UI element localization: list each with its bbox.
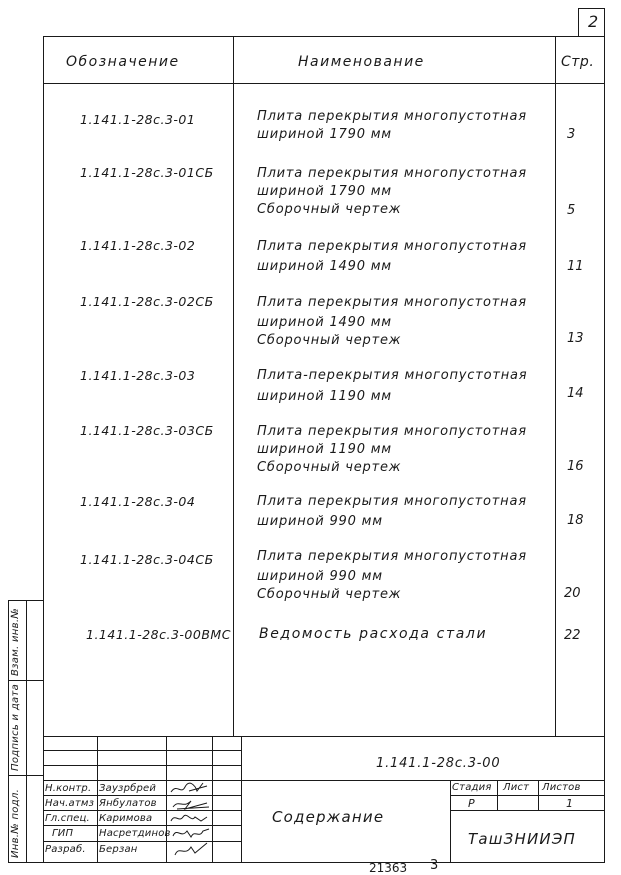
row-name-line: шириной 1490 мм	[257, 315, 392, 330]
side-label-sign-date: Подпись и дата	[10, 683, 21, 771]
sheets-value: 1	[566, 797, 574, 810]
sheet-label: Лист	[503, 782, 530, 793]
header-designation: Обозначение	[66, 54, 180, 70]
row-name-line: шириной 1190 мм	[257, 389, 392, 404]
document-code: 1.141.1-28с.3-00	[376, 756, 501, 771]
side-label-replace-inv: Взам. инв.№	[10, 607, 21, 676]
row-code: 1.141.1-28с.3-00ВМС	[86, 627, 231, 642]
row-name-line: Плита перекрытия многопустотная	[257, 109, 527, 124]
row-code: 1.141.1-28с.3-01СБ	[80, 165, 214, 180]
column-divider-2	[555, 36, 556, 736]
row-name-line: шириной 1790 мм	[257, 184, 392, 199]
frame-bottom	[8, 862, 605, 863]
header-name: Наименование	[298, 54, 425, 70]
role-label: Нач.атмз	[45, 798, 95, 809]
archive-number: 21363	[369, 861, 408, 875]
row-name-line: Плита перекрытия многопустотная	[257, 494, 527, 509]
row-name-line: шириной 1190 мм	[257, 442, 392, 457]
row-page: 5	[567, 203, 576, 218]
sheets-label: Листов	[542, 782, 581, 793]
row-code: 1.141.1-28с.3-04	[80, 494, 196, 509]
row-code: 1.141.1-28с.3-04СБ	[80, 552, 214, 567]
row-name-line: Плита-перекрытия многопустотная	[257, 368, 528, 383]
row-name-line: шириной 990 мм	[257, 514, 383, 529]
row-name-line: шириной 1490 мм	[257, 259, 392, 274]
row-code: 1.141.1-28с.3-02СБ	[80, 294, 214, 309]
column-divider-1	[233, 36, 234, 736]
row-code: 1.141.1-28с.3-03	[80, 368, 196, 383]
role-label: Н.контр.	[45, 783, 92, 794]
stage-value: Р	[468, 797, 475, 810]
row-page: 11	[567, 259, 584, 274]
row-name-line: шириной 990 мм	[257, 569, 383, 584]
person-name: Янбулатов	[99, 798, 157, 809]
role-label: Разраб.	[45, 844, 86, 855]
frame-top	[43, 36, 605, 37]
row-page: 22	[564, 628, 581, 643]
role-label: ГИП	[52, 828, 74, 839]
row-code: 1.141.1-28с.3-01	[80, 112, 196, 127]
row-page: 20	[564, 586, 581, 601]
row-name-line: Плита перекрытия многопустотная	[257, 166, 527, 181]
side-label-inv-orig: Инв.№ подл.	[10, 788, 21, 858]
row-page: 3	[567, 127, 576, 142]
row-name-line: Плита перекрытия многопустотная	[257, 549, 527, 564]
document-title: Содержание	[272, 808, 385, 826]
page-mark: 3	[430, 858, 439, 873]
row-page: 13	[567, 331, 584, 346]
person-name: Насретдинов	[99, 828, 171, 839]
person-name: Заузрбрей	[99, 783, 157, 794]
stage-label: Стадия	[452, 782, 492, 793]
header-page: Стр.	[561, 54, 595, 70]
row-name-line: Ведомость расхода стали	[259, 626, 488, 642]
sheet-number: 2	[588, 12, 599, 31]
row-name-line: Сборочный чертеж	[257, 333, 402, 348]
row-name-line: шириной 1790 мм	[257, 127, 392, 142]
row-page: 16	[567, 459, 584, 474]
role-label: Гл.спец.	[45, 813, 90, 824]
row-page: 14	[567, 386, 584, 401]
person-name: Берзан	[99, 844, 138, 855]
row-name-line: Плита перекрытия многопустотная	[257, 239, 527, 254]
frame-right	[604, 8, 605, 863]
row-page: 18	[567, 513, 584, 528]
person-name: Каримова	[99, 813, 153, 824]
frame-left	[43, 36, 44, 863]
row-name-line: Сборочный чертеж	[257, 202, 402, 217]
row-name-line: Сборочный чертеж	[257, 460, 402, 475]
row-name-line: Плита перекрытия многопустотная	[257, 295, 527, 310]
row-name-line: Плита перекрытия многопустотная	[257, 424, 527, 439]
row-code: 1.141.1-28с.3-02	[80, 238, 196, 253]
signatures	[167, 781, 213, 861]
row-code: 1.141.1-28с.3-03СБ	[80, 423, 214, 438]
row-name-line: Сборочный чертеж	[257, 587, 402, 602]
organization: ТашЗНИИЭП	[468, 830, 576, 848]
